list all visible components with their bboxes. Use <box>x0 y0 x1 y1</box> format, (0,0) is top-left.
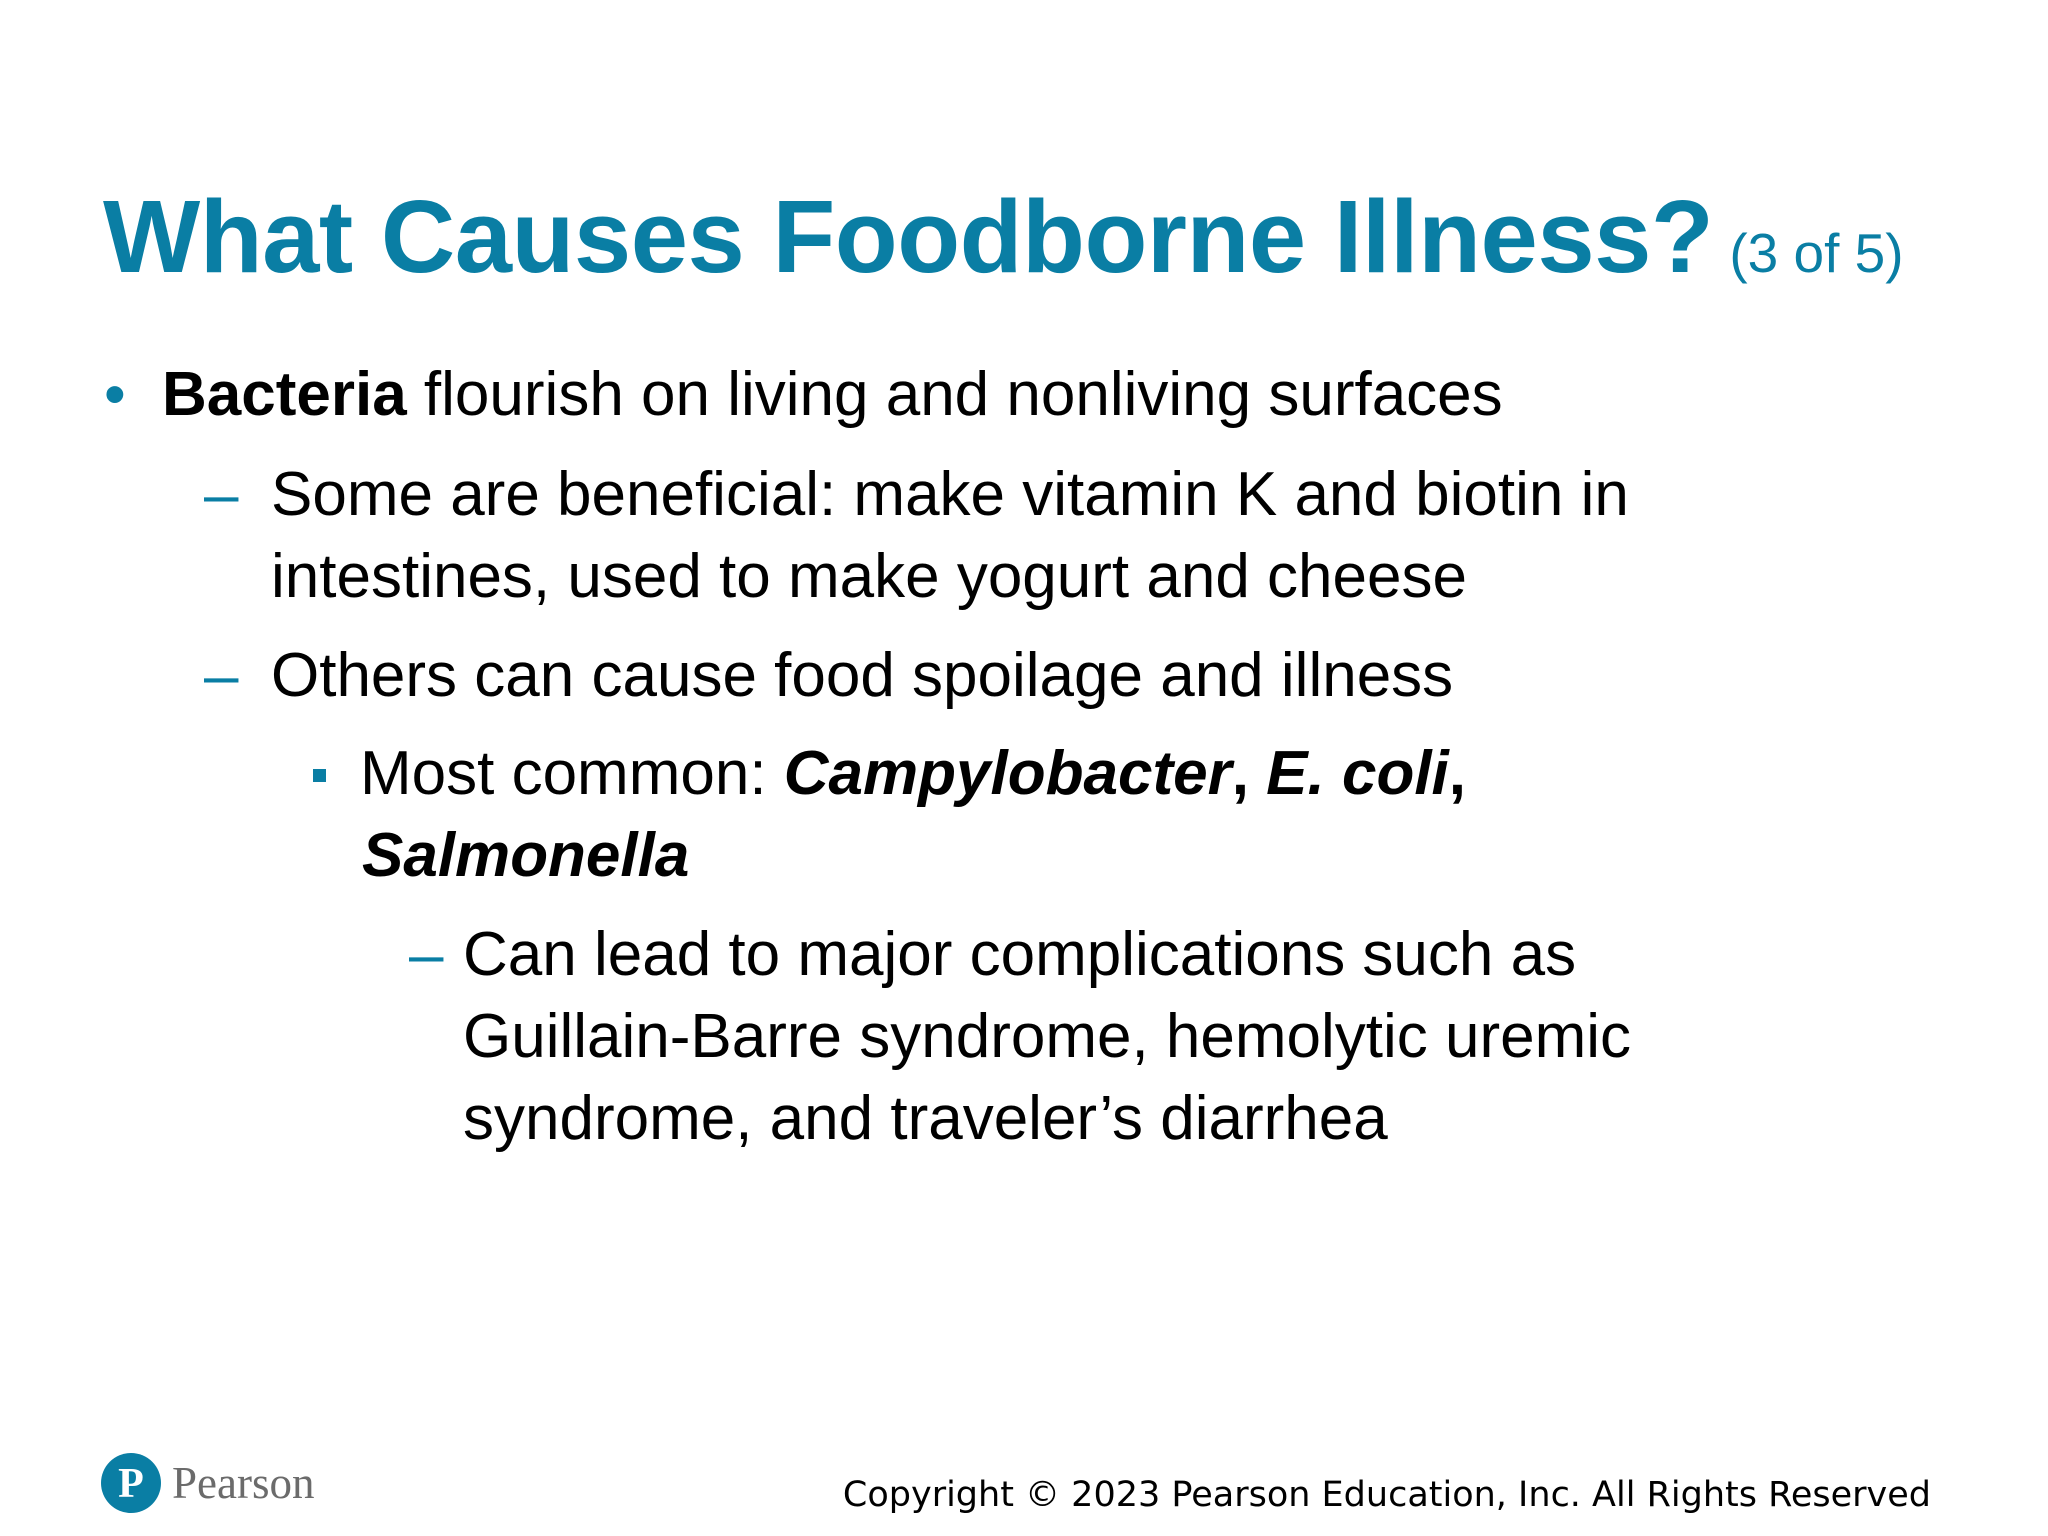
slide-counter: (3 of 5) <box>1729 222 1904 284</box>
dash-marker: – <box>204 460 239 529</box>
bullet-dot: • <box>104 360 126 429</box>
slide-title-main: What Causes Foodborne Illness? <box>103 179 1714 294</box>
bullet-bacteria-text: flourish on living and nonliving surfaces <box>406 360 1503 429</box>
sub-bullet-beneficial-line2: intestines, used to make yogurt and cheese <box>271 542 1467 611</box>
organism-separator: , <box>1231 739 1267 808</box>
pearson-logo <box>100 1452 314 1514</box>
sub-bullet-spoilage: Others can cause food spoilage and illness <box>271 641 1454 710</box>
organism-e-coli: E. coli <box>1266 739 1449 808</box>
dash-marker: – <box>204 641 239 710</box>
square-bullet-icon <box>313 769 326 782</box>
common-prefix: Most common: <box>360 739 784 808</box>
complications-line3: syndrome, and traveler’s diarrhea <box>463 1084 1388 1153</box>
dash-marker: – <box>409 920 444 989</box>
sub-sub-bullet-common-line1 <box>360 733 1466 815</box>
complications-line1: Can lead to major complications such as <box>463 920 1577 989</box>
sub-sub-bullet-common-line2 <box>362 815 689 897</box>
copyright-notice: Copyright © 2023 Pearson Education, Inc. All Rights Reserved <box>842 1475 1931 1515</box>
organism-campylobacter: Campylobacter <box>783 739 1232 808</box>
sub-bullet-beneficial-line1: Some are beneficial: make vitamin K and biotin in <box>271 460 1629 529</box>
pearson-logo-icon <box>100 1452 162 1514</box>
organism-separator: , <box>1448 739 1467 808</box>
slide-title <box>103 178 1904 296</box>
svg-text:P: P <box>118 1461 144 1507</box>
organism-salmonella: Salmonella <box>362 821 690 890</box>
bullet-bacteria <box>162 354 1503 436</box>
complications-line2: Guillain-Barre syndrome, hemolytic uremic <box>463 1002 1632 1071</box>
bullet-bacteria-term: Bacteria <box>162 360 407 429</box>
pearson-logo-word: Pearson <box>172 1458 315 1508</box>
